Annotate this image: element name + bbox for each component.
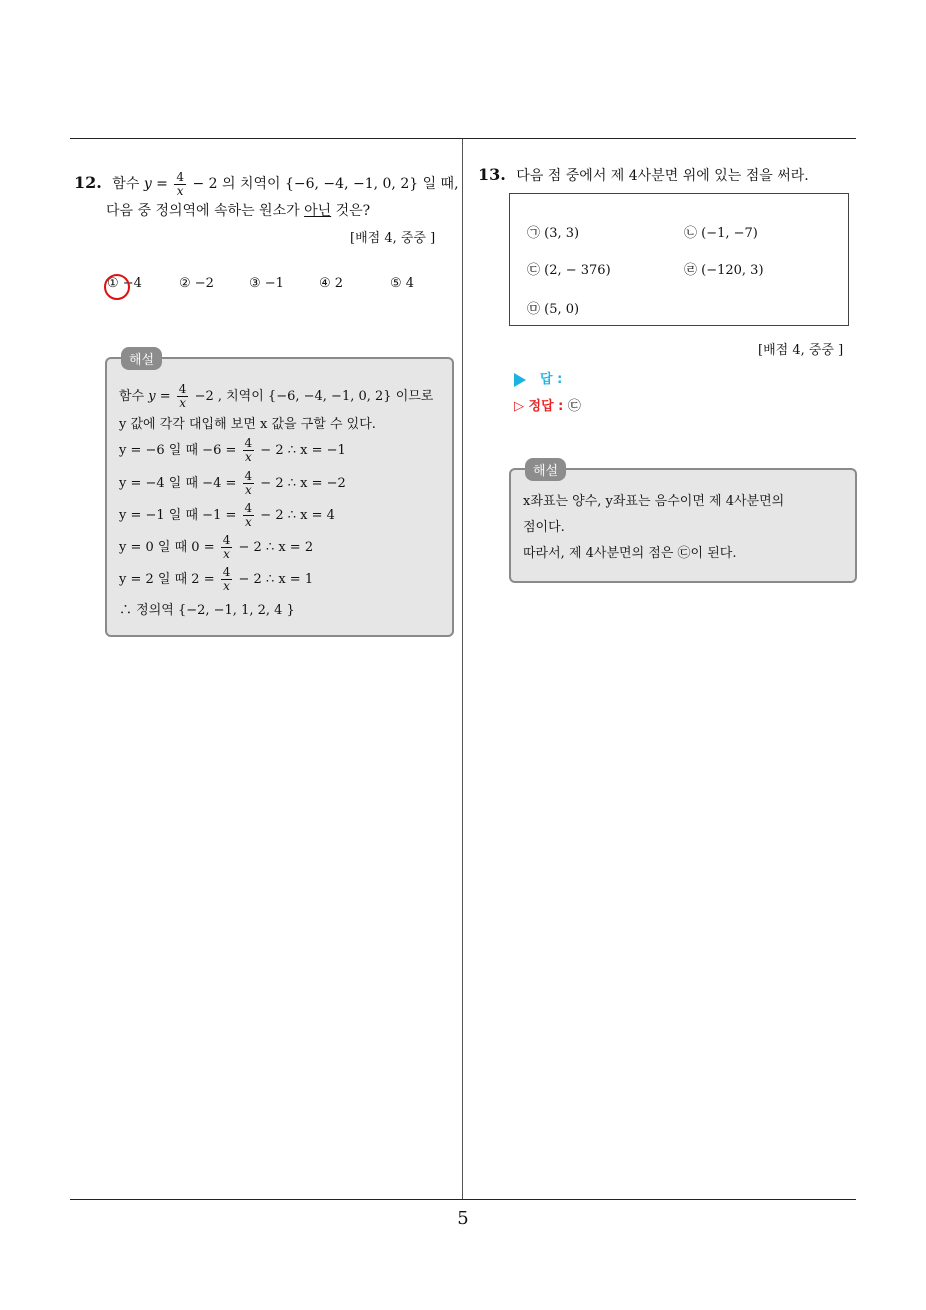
answer-arrow-icon: [514, 373, 526, 387]
solution-line: 함수 y = $\frac{4}{x}$ −2 , 치역이 {−6, −4, −1, 0, 2} 이므로: [119, 382, 434, 410]
answer-line[interactable]: 답 :: [514, 368, 562, 387]
question-text-cont: − 2 의 치역이 {−6, −4, −1, 0, 2} 일 때,: [192, 176, 459, 192]
choice-1[interactable]: ① −4: [107, 276, 142, 291]
solution-line: x좌표는 양수, y좌표는 음수이면 제 4사분면의: [523, 494, 785, 509]
point-item: ㉣ (−120, 3): [684, 263, 764, 278]
correct-answer-line: ▷ 정답 : ㉢: [514, 399, 581, 414]
question-text: 다음 점 중에서 제 4사분면 위에 있는 점을 써라.: [516, 168, 809, 184]
solution-line: 따라서, 제 4사분면의 점은 ㉢이 된다.: [523, 546, 737, 561]
solution-line: 점이다.: [523, 520, 565, 535]
math-var: y =: [143, 176, 168, 192]
choice-5[interactable]: ⑤ 4: [390, 276, 415, 291]
score-label: [배점 4, 중중 ]: [758, 343, 844, 358]
solution-row: y = −6 일 때 −6 = $\frac{4}{x}$ − 2 ∴ x = −1: [119, 436, 346, 464]
column-divider: [462, 139, 463, 1199]
underlined-word: 아닌: [304, 202, 332, 219]
top-rule: [70, 138, 856, 139]
question-text: 함수: [112, 176, 140, 192]
solution-row: y = 0 일 때 0 = $\frac{4}{x}$ − 2 ∴ x = 2: [119, 533, 314, 561]
point-item: ㉠ (3, 3): [527, 226, 580, 241]
choice-4[interactable]: ④ 2: [319, 276, 344, 291]
question-number: 13.: [478, 165, 506, 184]
fraction: $\frac{4}{x}$: [176, 169, 184, 198]
point-item: ㉢ (2, − 376): [527, 263, 611, 278]
solution-row: y = −4 일 때 −4 = $\frac{4}{x}$ − 2 ∴ x = −2: [119, 469, 346, 497]
bottom-rule: [70, 1199, 856, 1200]
question-line2: 다음 중 정의역에 속하는 원소가: [106, 202, 300, 219]
solution-box-13: [509, 464, 857, 583]
solution-line: y 값에 각각 대입해 보면 x 값을 구할 수 있다.: [119, 417, 376, 432]
page-number: 5: [457, 1208, 469, 1229]
question-number: 12.: [74, 173, 102, 192]
point-item: ㉤ (5, 0): [527, 302, 580, 317]
selected-mark-icon: [104, 274, 130, 300]
solution-box-12: [105, 353, 454, 637]
correct-answer-value: ㉢: [567, 399, 581, 414]
score-label: [배점 4, 중중 ]: [350, 231, 436, 246]
question-line2-end: 것은?: [335, 202, 371, 219]
question-13: [478, 162, 858, 189]
point-item: ㉡ (−1, −7): [684, 226, 758, 241]
solution-conclusion: ∴ 정의역 {−2, −1, 1, 2, 4 }: [119, 603, 295, 618]
choice-2[interactable]: ② −2: [179, 276, 214, 291]
solution-row: y = −1 일 때 −1 = $\frac{4}{x}$ − 2 ∴ x = 4: [119, 501, 335, 529]
question-12: [74, 169, 459, 224]
solution-row: y = 2 일 때 2 = $\frac{4}{x}$ − 2 ∴ x = 1: [119, 565, 314, 593]
points-box: [509, 193, 849, 326]
choice-3[interactable]: ③ −1: [249, 276, 284, 291]
solution-tag: 해설: [121, 347, 162, 370]
solution-tag: 해설: [525, 458, 566, 481]
